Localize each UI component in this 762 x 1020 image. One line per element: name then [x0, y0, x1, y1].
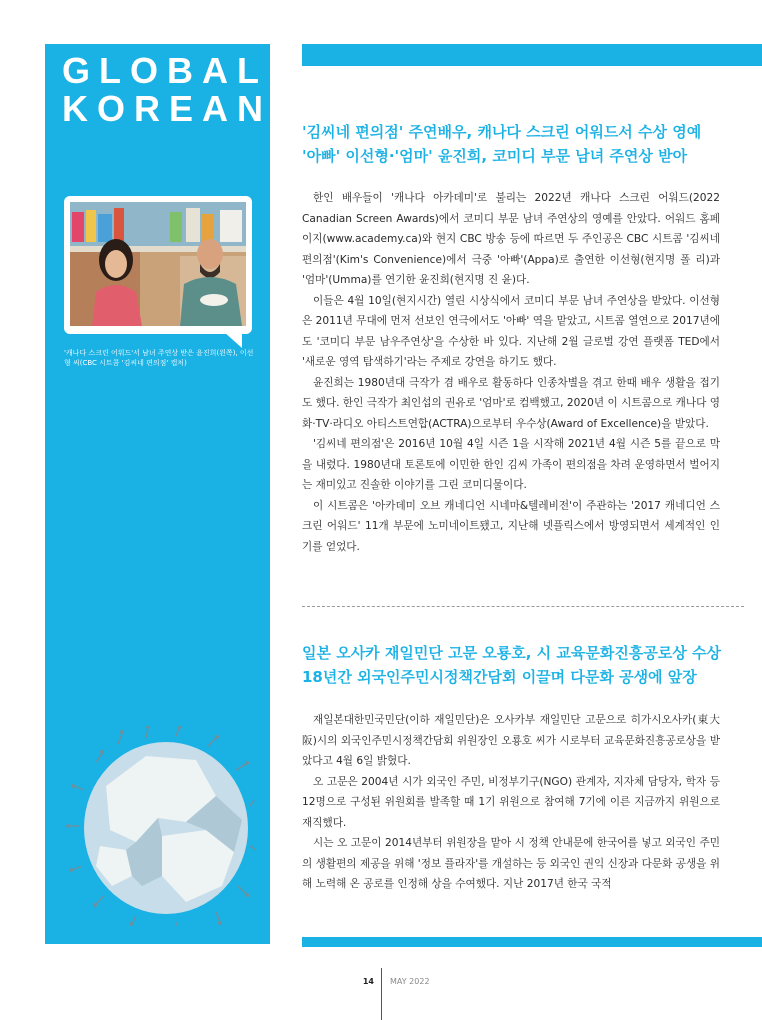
top-accent-bar	[302, 44, 762, 66]
article1-paragraph-5: 이 시트콤은 '아카데미 오브 캐네디언 시네마&텔레비전'이 주관하는 '2017 캐네디언 스크린 어워드' 11개 부문에 노미네이트됐고, 지난해 넷플릭스에서 방영되면서 세계적인 인기를 얻었다.	[302, 499, 720, 553]
article2-paragraph-1: 재일본대한민국민단(이하 재일민단)은 오사카부 재일민단 고문으로 히가시오사카(東大阪)시의 외국인주민시정책간담회 위원장인 오룡호 씨가 시로부터 교육문화진흥공로상을 받았다고 4월 6일 밝혔다.	[302, 714, 720, 767]
bottom-accent-bar	[302, 937, 762, 947]
article1-paragraph-1: 한인 배우들이 '캐나다 아카데미'로 불리는 2022년 캐나다 스크린 어워드(2022 Canadian Screen Awards)에서 코미디 부문 남녀 주연상의 영예를 안았다. 어워드 홈페이지(www.academy.ca)와 현지 CBC 방송 등에 따르면 두 주인공은 CBC 시트콤 '김씨네 편의점'(Kim's Convenience)에서 극중 '아빠'(Appa)로 출연한 이선형(현지명 폴 리)과 '엄마'(Umma)를 연기한 윤진희(현지명 진 윤)다.	[302, 192, 720, 286]
article2-headline-line-1: 일본 오사카 재일민단 고문 오룡호, 시 교육문화진흥공로상 수상	[302, 644, 721, 662]
section-title-line-1: GLOBAL	[62, 50, 268, 91]
photo-frame	[64, 196, 252, 334]
globe-illustration	[66, 726, 256, 926]
page-number: 14	[362, 977, 374, 986]
article2-body	[302, 710, 720, 895]
article1-headline-line-1: '김씨네 편의점' 주연배우, 캐나다 스크린 어워드서 수상 영예	[302, 123, 702, 141]
section-title-line-2: KOREAN	[62, 88, 273, 129]
article1-headline	[302, 120, 732, 168]
footer-divider	[381, 968, 382, 1020]
section-title	[62, 50, 273, 129]
article1-paragraph-3: 윤진희는 1980년대 극작가 겸 배우로 활동하다 인종차별을 겪고 한때 배우 생활을 접기도 했다. 한인 극작가 최인섭의 권유로 '엄마'로 컴백했고, 2020년 이 시트콤으로 캐나다 영화·TV·라디오 아티스트연합(ACTRA)으로부터 우수상(Award of Excellence)을 받았다.	[302, 376, 720, 430]
article1-headline-line-2: '아빠' 이선형·'엄마' 윤진희, 코미디 부문 남녀 주연상 받아	[302, 147, 688, 165]
article1-body	[302, 188, 720, 557]
sitcom-still-photo	[70, 202, 246, 326]
photo-caption: '캐나다 스크린 어워드'서 남녀 주연상 받은 윤진희(왼쪽), 이선형 씨(CBC 시트콤 '김씨네 편의점' 캡처)	[64, 349, 254, 367]
article2-paragraph-3: 시는 오 고문이 2014년부터 위원장을 맡아 시 정책 안내문에 한국어를 넣고 외국인 주민의 생활편의 제공을 위해 '정보 플라자'를 개설하는 등 외국인 권익 신장과 다문화 공생을 위해 노력해 온 공로를 인정해 상을 수여했다. 지난 2017년 한국 국적	[302, 837, 721, 890]
article2-paragraph-2: 오 고문은 2004년 시가 외국인 주민, 비정부기구(NGO) 관계자, 지자체 담당자, 학자 등 12명으로 구성된 위원회를 발족할 때 1기 위원으로 참여해 7기에 이른 지금까지 위원으로 재직했다.	[302, 775, 720, 829]
article1-paragraph-2: 이들은 4월 10일(현지시간) 열린 시상식에서 코미디 부문 남녀 주연상을 받았다. 이선형은 2011년 무대에 먼저 선보인 연극에서도 '아빠' 역을 맡았고, 시트콤 열연으로 2017년에도 '코미디 부문 남우주연상'을 수상한 바 있다. 지난해 2월 글로벌 강연 플랫폼 TED에서 '새로운 영역 탐색하기'라는 주제로 강연을 하기도 했다.	[302, 294, 720, 368]
article1-paragraph-4: '김씨네 편의점'은 2016년 10월 4일 시즌 1을 시작해 2021년 4월 시즌 5를 끝으로 막을 내렸다. 1980년대 토론토에 이민한 한인 김씨 가족이 편의점을 차려 운영하면서 벌어지는 재미있고 진솔한 이야기를 그린 코미디물이다.	[302, 438, 720, 491]
article2-headline	[302, 641, 732, 689]
article2-headline-line-2: 18년간 외국인주민시정책간담회 이끌며 다문화 공생에 앞장	[302, 668, 697, 686]
article-divider	[302, 606, 744, 607]
issue-date: MAY 2022	[390, 977, 430, 986]
